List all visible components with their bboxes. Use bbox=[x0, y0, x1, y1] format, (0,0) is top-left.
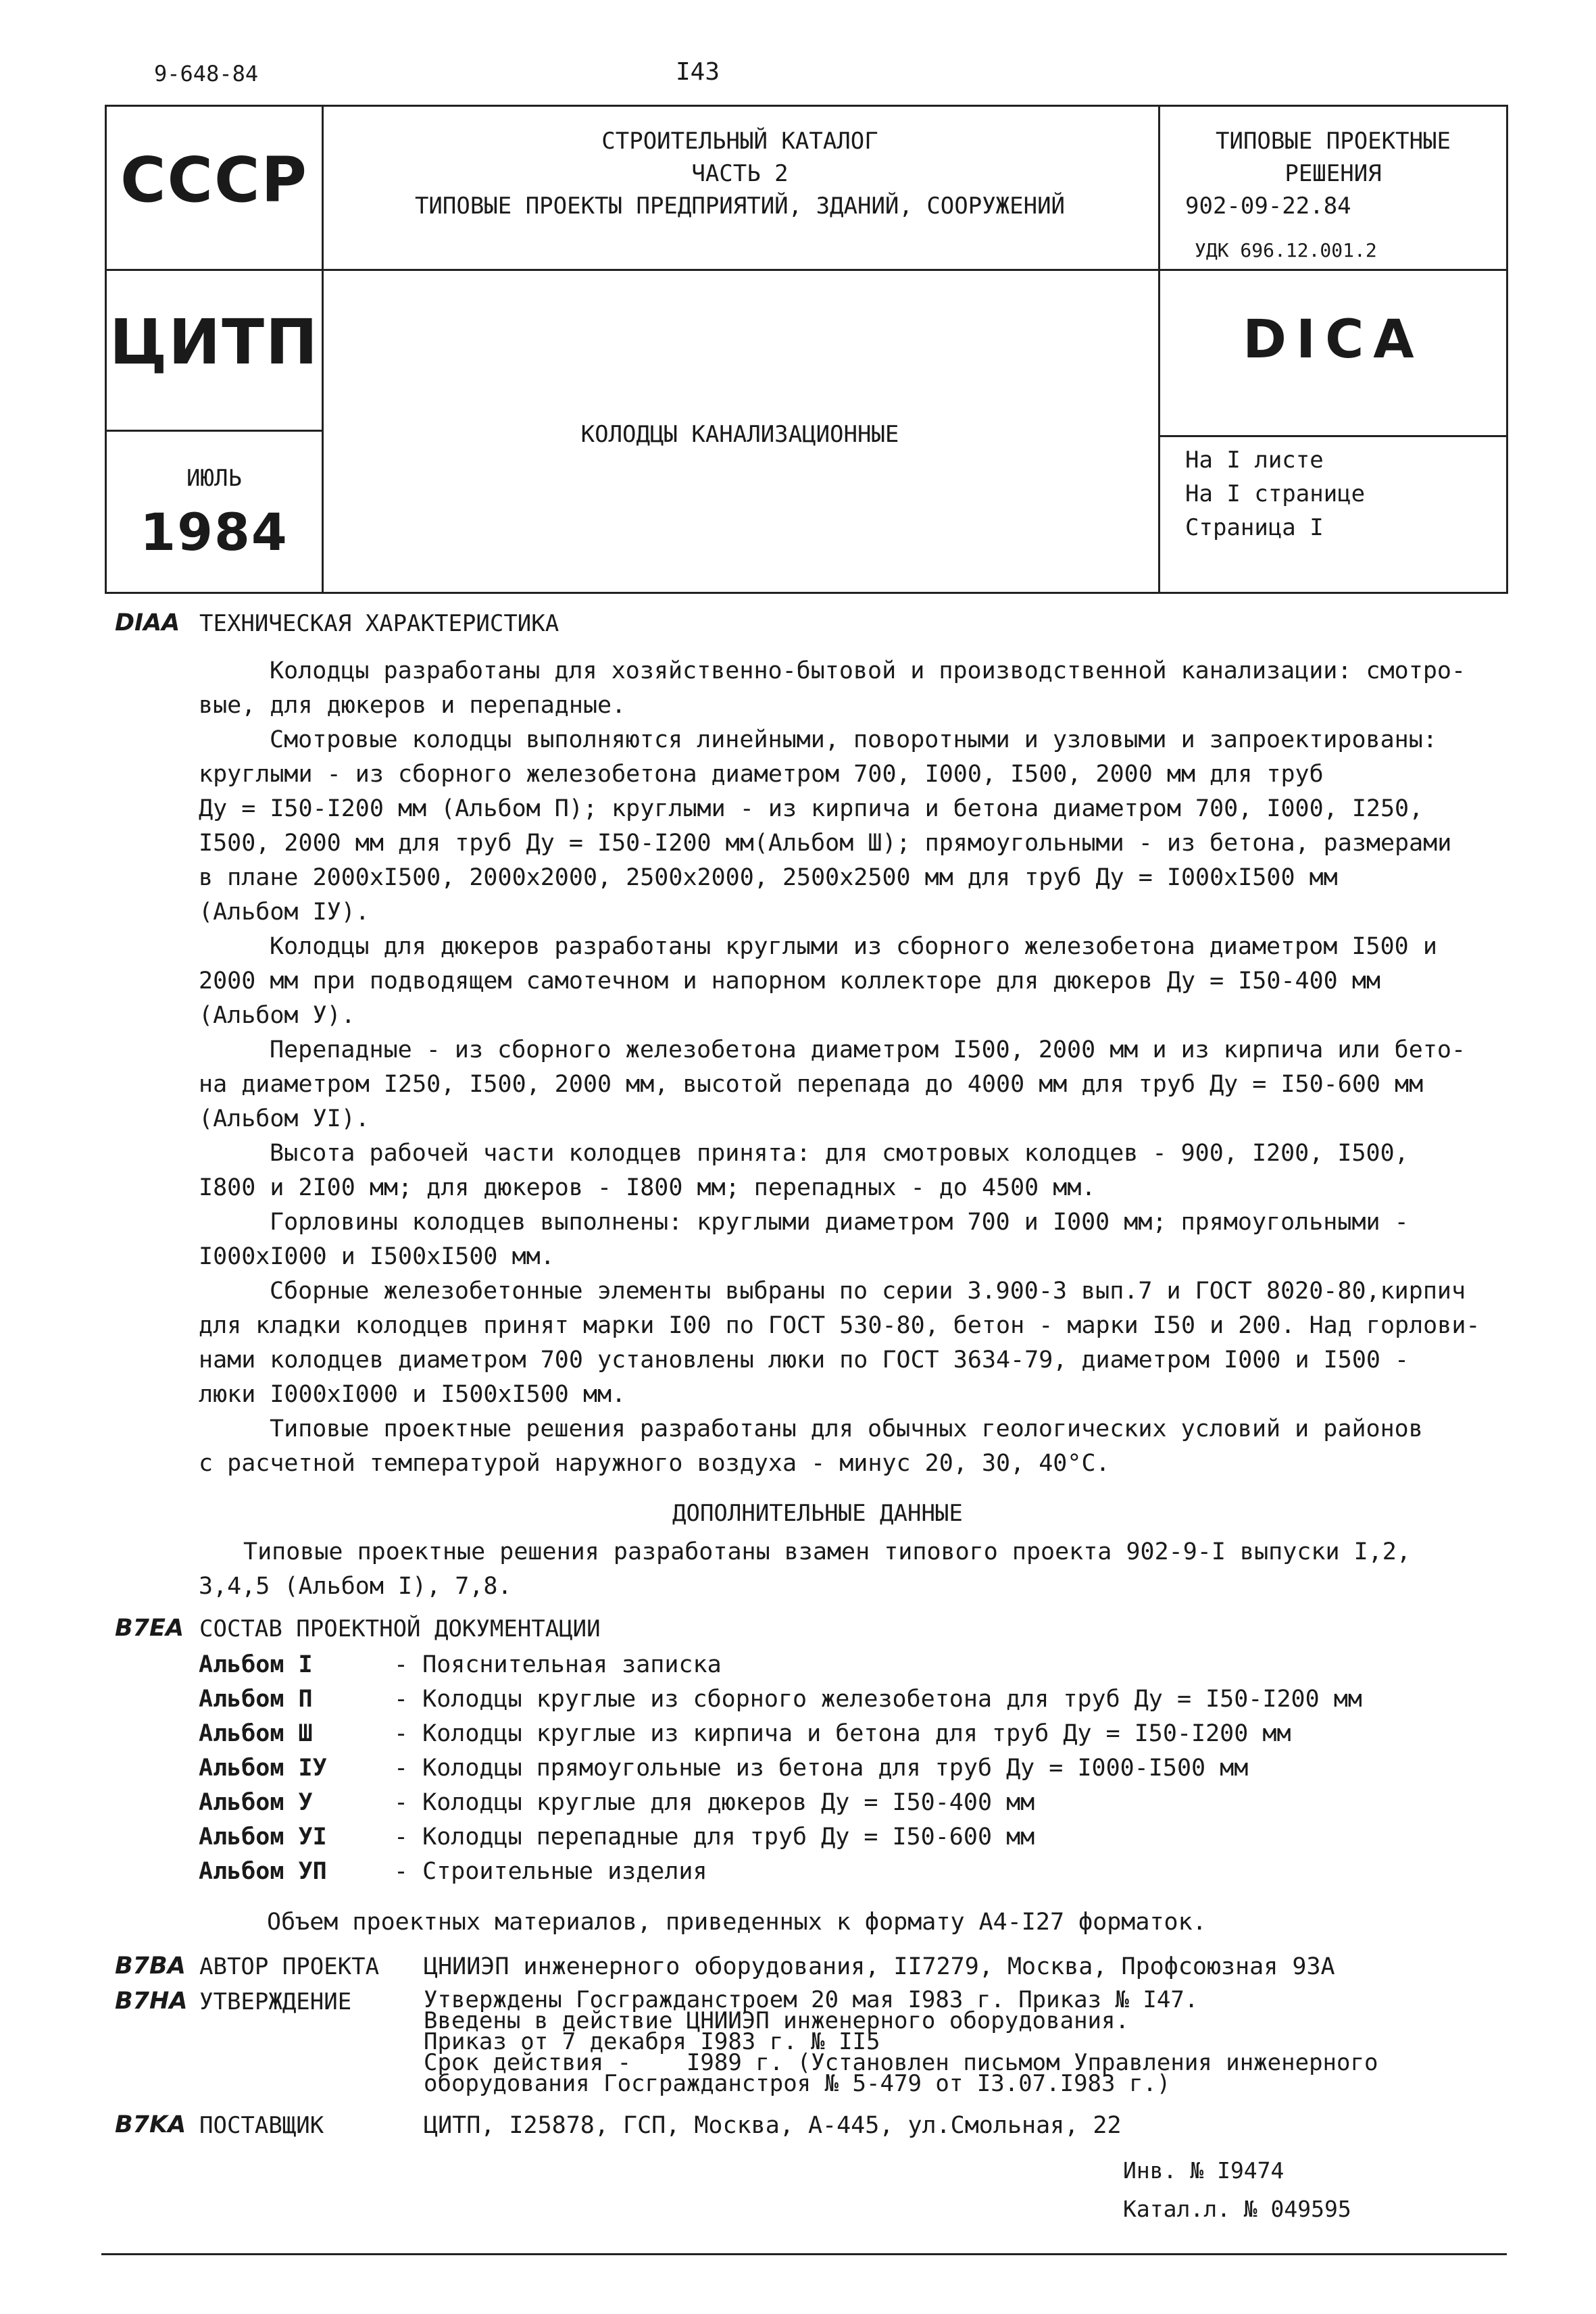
approval-line: оборудования Госгражданстроя № 5-479 от I3.07.I983 г.) bbox=[424, 2070, 1171, 2097]
tech-line: Сборные железобетонные элементы выбраны по серии 3.900-3 вып.7 и ГОСТ 8020-80,кирпич bbox=[270, 1278, 1466, 1305]
extra-line: 3,4,5 (Альбом I), 7,8. bbox=[199, 1573, 512, 1600]
document-title: КОЛОДЦЫ КАНАЛИЗАЦИОННЫЕ bbox=[580, 421, 899, 448]
bottom-rule bbox=[101, 2253, 1507, 2255]
album-desc: - Строительные изделия bbox=[394, 1858, 707, 1885]
author-text: ЦНИИЭП инженерного оборудования, II7279, Москва, Профсоюзная 93А bbox=[424, 1953, 1335, 1980]
supplier-text: ЦИТП, I25878, ГСП, Москва, А-445, ул.Смольная, 22 bbox=[424, 2112, 1122, 2139]
tech-line: для кладки колодцев принят марки I00 по ГОСТ 530-80, бетон - марки I50 и 200. Над горлови- bbox=[199, 1312, 1480, 1339]
udk-code: УДК 696.12.001.2 bbox=[1195, 239, 1377, 261]
document-code: 9-648-84 bbox=[154, 61, 259, 86]
tech-line: с расчетной температурой наружного воздуха - минус 20, 30, 40°С. bbox=[199, 1450, 1110, 1477]
album-name: Альбом П bbox=[199, 1686, 313, 1713]
tech-line: люки I000xI000 и I500xI500 мм. bbox=[199, 1381, 626, 1408]
sheets-count: На I листе bbox=[1185, 447, 1324, 474]
album-desc: - Колодцы перепадные для труб Ду = I50-600 мм bbox=[394, 1823, 1035, 1851]
approval-code: B7HA bbox=[115, 1988, 188, 2015]
docs-code: B7EA bbox=[115, 1615, 184, 1642]
tech-line: (Альбом УI). bbox=[199, 1105, 370, 1132]
tech-line: Перепадные - из сборного железобетона диаметром I500, 2000 мм и из кирпича или бето- bbox=[270, 1036, 1466, 1063]
extra-heading: ДОПОЛНИТЕЛЬНЫЕ ДАННЫЕ bbox=[672, 1500, 963, 1527]
section-code: DICA bbox=[1243, 309, 1424, 370]
album-name: Альбом I bbox=[199, 1651, 313, 1678]
org-ussr: СССР bbox=[120, 144, 308, 216]
tech-line: Смотровые колодцы выполняются линейными, поворотными и узловыми и запроектированы: bbox=[270, 726, 1437, 753]
tech-line: (Альбом У). bbox=[199, 1002, 355, 1029]
album-desc: - Колодцы прямоугольные из бетона для труб Ду = I000-I500 мм bbox=[394, 1755, 1249, 1782]
catalog-part: ЧАСТЬ 2 bbox=[691, 160, 789, 187]
album-desc: - Пояснительная записка bbox=[394, 1651, 722, 1678]
approval-line: Приказ от 7 декабря I983 г. № II5 bbox=[424, 2028, 880, 2055]
album-name: Альбом У bbox=[199, 1789, 313, 1816]
album-desc: - Колодцы круглые для дюкеров Ду = I50-400 мм bbox=[394, 1789, 1035, 1816]
pages-count: На I странице bbox=[1185, 480, 1366, 507]
tech-line: Высота рабочей части колодцев принята: для смотровых колодцев - 900, I200, I500, bbox=[270, 1140, 1409, 1167]
approval-line: Утверждены Госгражданстроем 20 мая I983 г. Приказ № I47. bbox=[424, 1986, 1199, 2013]
page-label: Страница I bbox=[1185, 514, 1324, 541]
tech-line: вые, для дюкеров и перепадные. bbox=[199, 692, 626, 719]
supplier-code: B7KA bbox=[115, 2111, 186, 2138]
header-hline-left-2 bbox=[107, 430, 322, 432]
header-table bbox=[105, 105, 1508, 594]
album-name: Альбом УI bbox=[199, 1823, 327, 1851]
album-name: Альбом УП bbox=[199, 1858, 327, 1885]
docs-volume: Объем проектных материалов, приведенных к формату А4-I27 форматок. bbox=[267, 1909, 1207, 1936]
header-hline-right-2 bbox=[1158, 435, 1508, 437]
tech-heading: ТЕХНИЧЕСКАЯ ХАРАКТЕРИСТИКА bbox=[199, 610, 559, 637]
tech-line: Ду = I50-I200 мм (Альбом П); круглыми - из кирпича и бетона диаметром 700, I000, I250, bbox=[199, 795, 1424, 822]
inventory-number: Инв. № I9474 bbox=[1123, 2157, 1285, 2184]
header-hline-right-1 bbox=[1158, 269, 1508, 271]
approval-line: Срок действия - I989 г. (Установлен письмом Управления инженерного bbox=[424, 2049, 1378, 2076]
tech-line: Колодцы разработаны для хозяйственно-бытовой и производственной канализации: смотро- bbox=[270, 657, 1466, 684]
tech-line: (Альбом IУ). bbox=[199, 899, 370, 926]
tech-line: в плане 2000xI500, 2000x2000, 2500x2000, 2500x2500 мм для труб Ду = I000xI500 мм bbox=[199, 864, 1338, 891]
tech-line: круглыми - из сборного железобетона диаметром 700, I000, I500, 2000 мм для труб bbox=[199, 761, 1324, 788]
docs-heading: СОСТАВ ПРОЕКТНОЙ ДОКУМЕНТАЦИИ bbox=[199, 1615, 601, 1642]
issue-year: 1984 bbox=[140, 502, 289, 562]
tech-line: Колодцы для дюкеров разработаны круглыми из сборного железобетона диаметром I500 и bbox=[270, 933, 1437, 960]
tech-line: I500, 2000 мм для труб Ду = I50-I200 мм(Альбом Ш); прямоугольными - из бетона, размерами bbox=[199, 830, 1452, 857]
solution-number: 902-09-22.84 bbox=[1185, 193, 1351, 220]
catalog-title: СТРОИТЕЛЬНЫЙ КАТАЛОГ bbox=[601, 128, 878, 155]
tech-line: на диаметром I250, I500, 2000 мм, высотой перепада до 4000 мм для труб Ду = I50-600 мм bbox=[199, 1071, 1424, 1098]
tech-code: DIAA bbox=[115, 609, 180, 636]
album-desc: - Колодцы круглые из сборного железобетона для труб Ду = I50-I200 мм bbox=[394, 1686, 1362, 1713]
album-name: Альбом IУ bbox=[199, 1755, 327, 1782]
catalog-subtitle: ТИПОВЫЕ ПРОЕКТЫ ПРЕДПРИЯТИЙ, ЗДАНИЙ, СООРУЖЕНИЙ bbox=[414, 193, 1066, 220]
tech-line: нами колодцев диаметром 700 установлены люки по ГОСТ 3634-79, диаметром I000 и I500 - bbox=[199, 1347, 1410, 1374]
approval-line: Введены в действие ЦНИИЭП инженерного оборудования. bbox=[424, 2007, 1129, 2034]
author-heading: АВТОР ПРОЕКТА bbox=[199, 1953, 380, 1980]
solution-type-line1: ТИПОВЫЕ ПРОЕКТНЫЕ bbox=[1216, 128, 1451, 155]
supplier-heading: ПОСТАВЩИК bbox=[199, 2112, 324, 2139]
author-code: B7BA bbox=[115, 1953, 186, 1980]
album-desc: - Колодцы круглые из кирпича и бетона для труб Ду = I50-I200 мм bbox=[394, 1720, 1291, 1747]
tech-line: Горловины колодцев выполнены: круглыми диаметром 700 и I000 мм; прямоугольными - bbox=[270, 1209, 1409, 1236]
tech-line: I000xI000 и I500xI500 мм. bbox=[199, 1243, 555, 1270]
org-citp: ЦИТП bbox=[109, 306, 320, 378]
tech-line: 2000 мм при подводящем самотечном и напорном коллекторе для дюкеров Ду = I50-400 мм bbox=[199, 967, 1380, 995]
header-hline-center bbox=[107, 269, 1158, 271]
tech-line: Типовые проектные решения разработаны для обычных геологических условий и районов bbox=[270, 1415, 1423, 1442]
page-number: I43 bbox=[676, 58, 720, 86]
extra-line: Типовые проектные решения разработаны взамен типового проекта 902-9-I выпуски I,2, bbox=[243, 1538, 1411, 1565]
album-name: Альбом Ш bbox=[199, 1720, 313, 1747]
approval-heading: УТВЕРЖДЕНИЕ bbox=[199, 1988, 352, 2015]
issue-month: ИЮЛЬ bbox=[186, 465, 242, 492]
solution-type-line2: РЕШЕНИЯ bbox=[1285, 160, 1382, 187]
catalog-sheet-number: Катал.л. № 049595 bbox=[1123, 2196, 1351, 2222]
tech-line: I800 и 2I00 мм; для дюкеров - I800 мм; перепадных - до 4500 мм. bbox=[199, 1174, 1096, 1201]
